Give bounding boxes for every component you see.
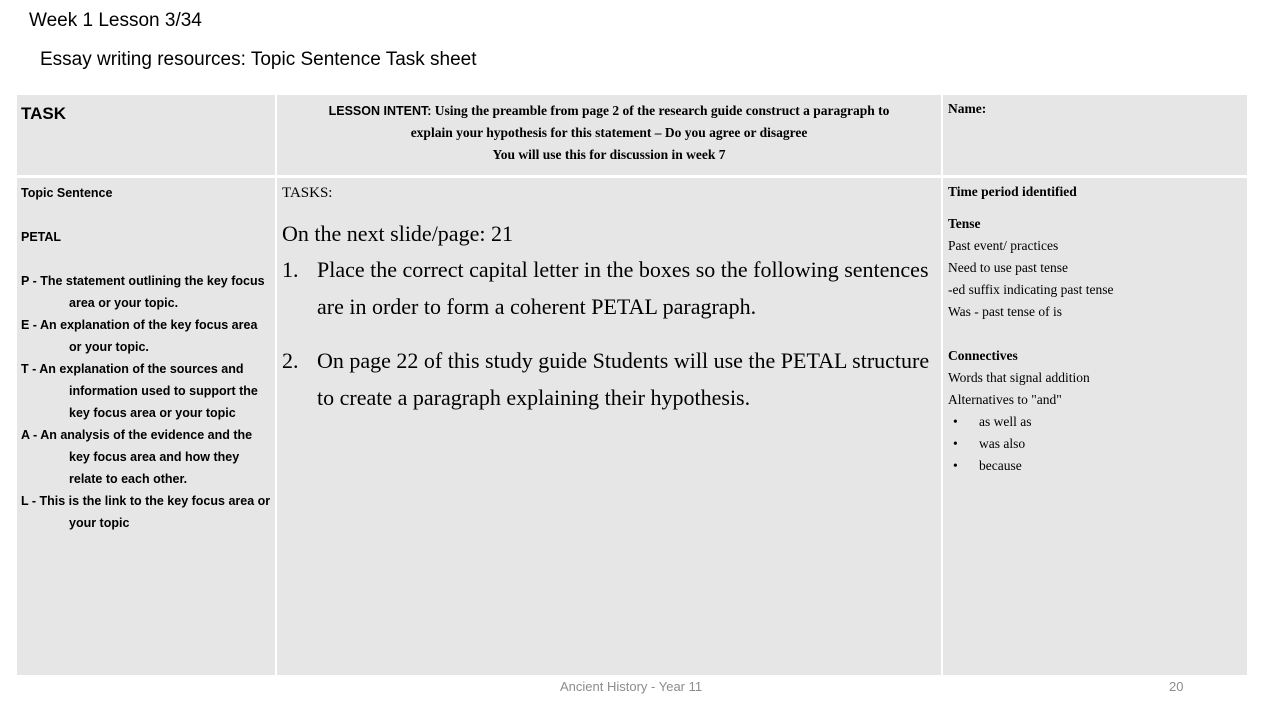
task-steps [282,252,932,416]
lesson-heading: Week 1 Lesson 3/34 [29,10,202,31]
connective-item: • as well as [948,411,1243,433]
petal-item-l: L - This is the link to the key focus area or your topic [21,494,271,530]
bullet-icon: • [953,414,958,429]
petal-item-a: A - An analysis of the evidence and the key focus area and how they relate to each other. [21,428,253,486]
task-step-1 [282,252,932,325]
task-step-1-text: Place the correct capital letter in the boxes so the following sentences are in order to form a coherent PETAL paragraph. [317,257,929,319]
connective-line: Words that signal addition [948,370,1090,385]
name-cell[interactable] [943,95,1247,175]
page-subtitle: Essay writing resources: Topic Sentence Task sheet [40,49,477,70]
task-table [17,95,1247,675]
topic-sentence-title: Topic Sentence [21,186,113,200]
task-label: TASK [21,104,67,123]
lesson-intent-cell [277,95,941,175]
tasks-cell [277,178,941,675]
petal-title: PETAL [21,230,62,244]
bullet-icon: • [953,458,958,473]
next-page-note: On the next slide/page: 21 [282,221,513,246]
lesson-intent [277,100,941,166]
language-notes-cell [943,178,1247,675]
connectives-heading: Connectives [948,348,1018,363]
petal-item-p: P - The statement outlining the key focus area or your topic. [21,274,265,310]
task-step-1-number: 1. [282,257,299,282]
tense-line: Past event/ practices [948,238,1059,253]
connective-line: Alternatives to "and" [948,392,1062,407]
tense-line: -ed suffix indicating past tense [948,282,1114,297]
petal-explanation-cell [17,178,275,675]
intent-line-3: You will use this for discussion in week 7 [492,147,726,162]
tasks-content [282,182,932,416]
language-notes [948,181,1243,477]
petal-item-t: T - An explanation of the sources and information used to support the key focus area or your topic [21,362,258,420]
task-step-2-text: On page 22 of this study guide Students will use the PETAL structure to create a paragraph explaining their hypothesis. [317,348,930,410]
connective-item: • was also [948,433,1243,455]
task-header-cell [17,95,275,175]
tense-heading: Tense [948,216,981,231]
petal-item-e: E - An explanation of the key focus area or your topic. [21,318,258,354]
intent-line-2: explain your hypothesis for this statement – Do you agree or disagree [410,125,808,140]
time-period-heading: Time period identified [948,184,1077,199]
intent-line-1-text: Using the preamble from page 2 of the research guide construct a paragraph to [431,103,890,118]
task-step-2 [282,343,932,416]
name-label: Name: [948,101,987,116]
connective-item: • because [948,455,1243,477]
tense-line: Need to use past tense [948,260,1068,275]
petal-explanation [21,182,273,534]
tense-line: Was - past tense of is [948,304,1063,319]
connective-list [948,411,1243,477]
task-step-2-number: 2. [282,348,299,373]
intent-line-1 [277,100,941,122]
page-number: 20 [1169,679,1184,694]
bullet-icon: • [953,436,958,451]
footer-title: Ancient History - Year 11 [560,679,703,694]
intent-lead: LESSON INTENT: [328,104,432,118]
tasks-label: TASKS: [282,185,333,201]
